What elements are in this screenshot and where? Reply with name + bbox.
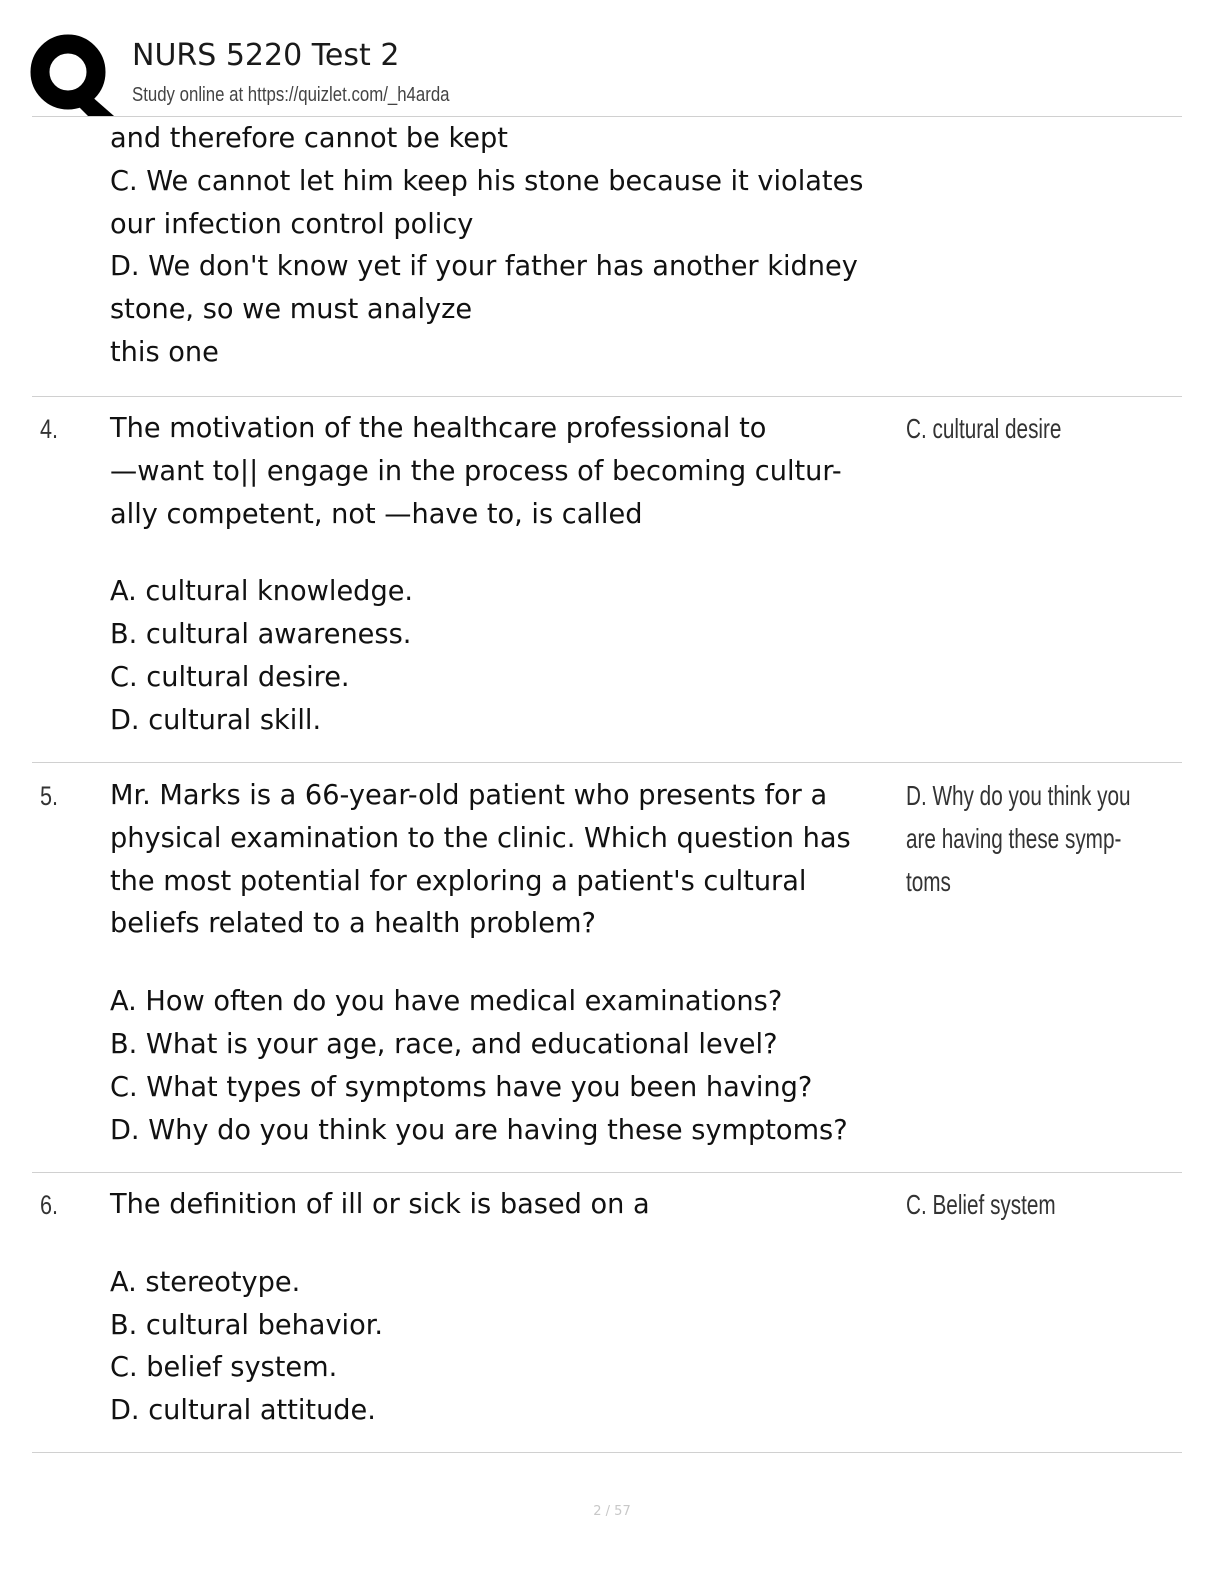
- card-answer: [906, 775, 1131, 903]
- continuation-line: our infection control policy: [110, 208, 474, 240]
- spacer: [110, 1227, 905, 1262]
- option-line: A. cultural knowledge.: [110, 576, 414, 608]
- answer-line: C. Belief system: [906, 1189, 1056, 1220]
- page-header: [30, 30, 1180, 116]
- study-online-link[interactable]: Study online at https://quizlet.com/_h4arda: [132, 84, 450, 106]
- spacer: [110, 536, 905, 571]
- option-line: D. Why do you think you are having these symptoms?: [110, 1114, 848, 1146]
- card-number: 4.: [40, 414, 59, 444]
- option-line: B. What is your age, race, and educational level?: [110, 1028, 778, 1060]
- card-answer: [906, 408, 1061, 451]
- answer-line: D. Why do you think you: [906, 780, 1131, 811]
- question-line: physical examination to the clinic. Which question has: [110, 822, 851, 854]
- continuation-line: and therefore cannot be kept: [110, 123, 508, 154]
- answer-line: C. cultural desire: [906, 413, 1062, 444]
- option-line: C. belief system.: [110, 1352, 338, 1384]
- card-divider: [32, 396, 1182, 397]
- quizlet-q-logo-icon: [30, 32, 114, 116]
- question-line: The definition of ill or sick is based on a: [110, 1189, 650, 1220]
- question-line: —want to|| engage in the process of becoming cultur-: [110, 455, 842, 487]
- question-line: the most potential for exploring a patient's cultural: [110, 865, 807, 897]
- card-divider: [32, 762, 1182, 763]
- answer-line: toms: [906, 865, 951, 897]
- card-answer: [906, 1184, 1056, 1227]
- question-line: beliefs related to a health problem?: [110, 908, 596, 940]
- option-line: B. cultural awareness.: [110, 619, 412, 651]
- previous-card-continuation: [110, 118, 905, 375]
- card-question-block: [110, 408, 905, 743]
- header-divider: [32, 116, 1182, 117]
- spacer: [110, 946, 905, 981]
- card-question-block: [110, 775, 905, 1152]
- question-line: Mr. Marks is a 66-year-old patient who presents for a: [110, 780, 828, 811]
- card-divider: [32, 1172, 1182, 1173]
- continuation-line: C. We cannot let him keep his stone because it violates: [110, 165, 864, 197]
- option-line: C. cultural desire.: [110, 661, 350, 693]
- document-title: NURS 5220 Test 2: [132, 38, 400, 73]
- continuation-line: this one: [110, 336, 219, 368]
- question-line: ally competent, not —have to, is called: [110, 498, 643, 530]
- continuation-line: D. We don't know yet if your father has another kidney: [110, 251, 858, 283]
- continuation-line: stone, so we must analyze: [110, 294, 473, 326]
- option-line: B. cultural behavior.: [110, 1309, 384, 1341]
- card-divider: [32, 1452, 1182, 1453]
- card-number: 6.: [40, 1190, 59, 1220]
- option-line: C. What types of symptoms have you been having?: [110, 1071, 813, 1103]
- option-line: A. How often do you have medical examinations?: [110, 986, 783, 1018]
- option-line: D. cultural skill.: [110, 704, 322, 736]
- answer-line: are having these symp-: [906, 822, 1122, 854]
- option-line: D. cultural attitude.: [110, 1395, 376, 1427]
- question-line: The motivation of the healthcare professional to: [110, 413, 767, 444]
- page-indicator: 2 / 57: [593, 1504, 631, 1519]
- option-line: A. stereotype.: [110, 1266, 301, 1298]
- card-number: 5.: [40, 781, 59, 811]
- card-question-block: [110, 1184, 905, 1433]
